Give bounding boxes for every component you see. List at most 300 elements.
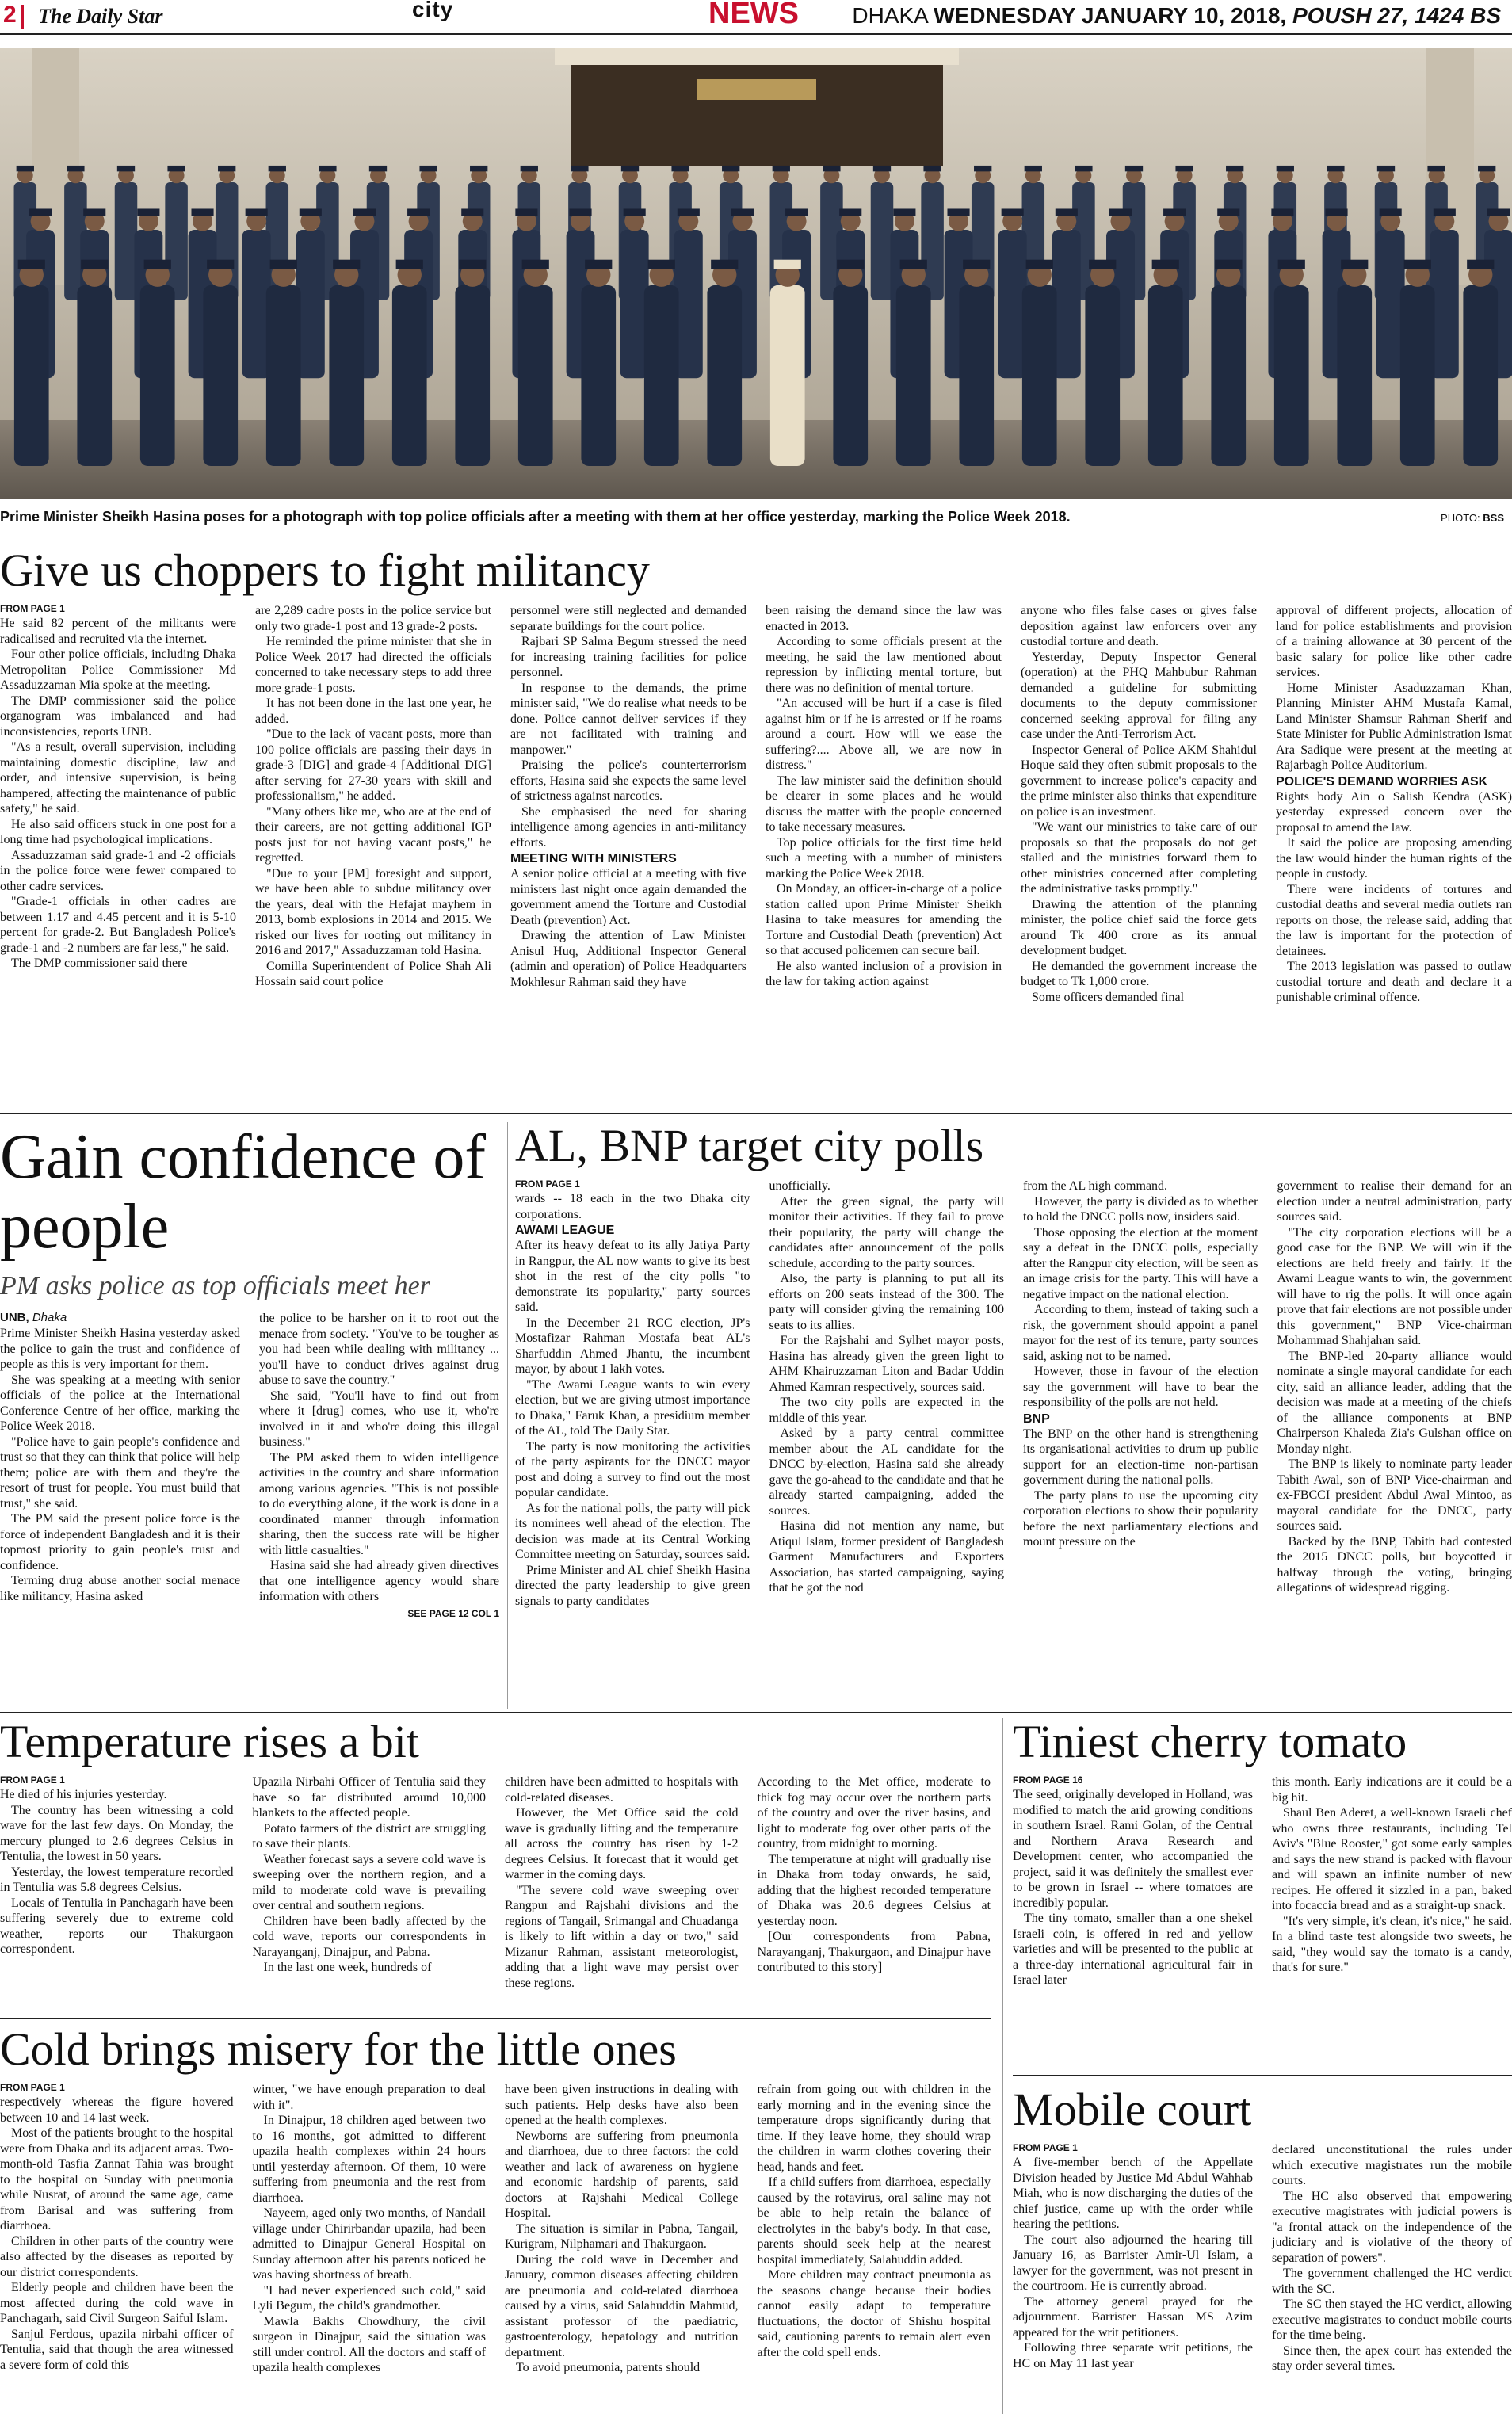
article-cherry-tomato	[1013, 1718, 1512, 2075]
article-column	[505, 2082, 739, 2376]
photo-credit	[1441, 512, 1504, 524]
jump-label: FROM PAGE 1	[0, 603, 65, 615]
photo-person-cap	[1377, 166, 1395, 171]
paragraph: "The Awami League wants to win every election, but we are giving utmost importance to Dhaka," Faruk Khan, a presidium member of the AL, told The Daily Star.	[515, 1377, 750, 1438]
paragraph: Some officers demanded final	[1032, 990, 1185, 1004]
article-column	[515, 1178, 750, 1609]
paragraph: He demanded the government increase the budget to Tk 1,000 crore.	[1021, 959, 1257, 989]
photo-person-cap	[839, 208, 861, 216]
article-headline: Temperature rises a bit	[0, 1716, 419, 1767]
paragraph: The court also adjourned the hearing till January 16, as Barrister Amir-Ul Islam, a lawyer for the government, was not present in the courtroom. He is currently abroad.	[1013, 2233, 1253, 2294]
photo-person-body	[1337, 285, 1372, 466]
paragraph: Praising the police's counterterrorism efforts, Hasina said she expects the same level of strictness against narcotics.	[510, 758, 746, 804]
photo-person-cap	[1226, 166, 1243, 171]
paragraph: Sanjul Ferdous, upazila nirbahi officer of Tentulia, said that though the area witnessed a severe form of cold this	[0, 2327, 234, 2372]
photo-person-cap	[621, 166, 639, 171]
paragraph: For the Rajshahi and Sylhet mayor posts, Hasina has already given the green light to AHM Khairuzzaman Liton and Badar Uddin Ahmed Kamran respectively, sources said.	[769, 1334, 1004, 1394]
byline	[0, 1311, 240, 1324]
photo-person-cap	[407, 208, 430, 216]
paragraph: The party plans to use the upcoming city corporation elections to show their popularity before the next parliamentary elections and mount pressure on the	[1023, 1488, 1258, 1549]
paragraph: children have been admitted to hospitals with cold-related diseases.	[505, 1775, 739, 1805]
subhead: POLICE'S DEMAND WORRIES ASK	[1276, 774, 1488, 789]
photo-person-cap	[29, 208, 52, 216]
paragraph: After its heavy defeat to its ally Jatiya Party in Rangpur, the AL now wants to give its best shot in the rest of the city polls "to demonstrate its popularity," party sources said.	[515, 1239, 750, 1315]
paragraph: Four other police officials, including Dhaka Metropolitan Police Commissioner Md Assaduzzaman Mia spoke at the meeting.	[0, 647, 236, 693]
photo-person-cap	[353, 208, 376, 216]
photo-person-cap	[270, 260, 297, 269]
paragraph: The PM said the present police force is the force of independent Bangladesh and it is their topmost priority to gain people's trust and confidence.	[0, 1512, 240, 1572]
paragraph: It has not been done in the last one year, he added.	[255, 697, 491, 726]
paragraph: She was speaking at a meeting with senior officials of the police at the International Conference Centre of her office, marking the Police Week 2018.	[0, 1373, 240, 1433]
masthead-divider	[21, 5, 24, 29]
paragraph: He also wanted inclusion of a provision in the law for taking action against	[766, 959, 1002, 989]
photo-person-cap	[974, 166, 991, 171]
photo-person-body	[165, 182, 188, 300]
article-body	[0, 603, 1512, 1006]
paragraph: Following three separate writ petitions, the HC on May 11 last year	[1013, 2341, 1253, 2370]
article-body	[0, 2082, 991, 2376]
photo-person-cap	[1026, 260, 1053, 269]
article-column	[1023, 1178, 1258, 1609]
date-bs: POUSH 27, 1424 BS	[1292, 3, 1501, 28]
photo-person-cap	[585, 260, 612, 269]
paragraph: She said, "You'll have to find out from where it [drug] comes, who use it, who're involved in it and who're doing this illegal business."	[259, 1388, 499, 1449]
article-column	[766, 603, 1002, 1006]
photo-person-body	[921, 182, 944, 300]
jump-label: FROM PAGE 1	[1013, 2142, 1078, 2154]
paragraph: Drawing the attention of the planning minister, the police chief said the force gets around Tk 400 crore as its annual development budget.	[1021, 897, 1257, 958]
paragraph: To avoid pneumonia, parents should	[516, 2361, 701, 2375]
article-city-polls	[515, 1122, 1512, 1709]
photo-person-cap	[1089, 260, 1116, 269]
paragraph: "The city corporation elections will be a good case for the BNP. We will win if the elections are held freely and fairly. If the Awami League wants to win, the government will have to rig the polls. It will once again prove that fair elections are not possible under this government," BNP Vice-chairman Mohammad Shahjahan said.	[1277, 1225, 1512, 1348]
photo-person-body	[140, 285, 175, 466]
photo-person-cap	[369, 166, 387, 171]
article-mobile-court	[1013, 2086, 1512, 2414]
article-cold-misery	[0, 2023, 991, 2414]
photo-person-cap	[81, 260, 108, 269]
paragraph: Shaul Ben Aderet, a well-known Israeli chef who owns three restaurants, including Tel Aviv's "Blue Rooster," got some early samples and says the new strand is packed with flavour and will spawn an infinite number of new recipes. He offered it sizzled in a pan, baked into focaccia bread and as a straight-up snack.	[1272, 1806, 1512, 1913]
photo-person-body	[1085, 285, 1120, 466]
paragraph: Also, the party is planning to put all its efforts on 200 seats instead of the 300. The party will consider giving the remaining 100 seats to its allies.	[769, 1272, 1004, 1332]
paragraph: Rajbari SP Salma Begum stressed the need for increasing training facilities for police personnel.	[510, 635, 746, 680]
photo-person-cap	[648, 260, 675, 269]
photo-person-cap	[1125, 166, 1143, 171]
paragraph: He reminded the prime minister that she in Police Week 2017 had directed the officials concerned to take necessary steps to add three more grade-1 posts.	[255, 635, 491, 695]
photo-person-cap	[191, 208, 213, 216]
paragraph: He said 82 percent of the militants were radicalised and recruited via the internet.	[0, 617, 236, 646]
article-confidence	[0, 1122, 499, 1709]
paragraph: However, the party is divided as to whether to hold the DNCC polls now, insiders said.	[1023, 1194, 1258, 1224]
photo-person-body	[833, 285, 868, 466]
paragraph: Locals of Tentulia in Panchagarh have been suffering severely due to extreme cold weather, reports our Thakurgaon correspondent.	[0, 1896, 234, 1957]
paragraph: Yesterday, the lowest temperature recorded in Tentulia was 5.8 degrees Celsius.	[0, 1865, 234, 1895]
photo-person-body	[581, 285, 616, 466]
photo-person-body	[518, 285, 553, 466]
photo-person-cap	[1163, 208, 1186, 216]
photo-person-cap	[1075, 166, 1092, 171]
article-deck: PM asks police as top officials meet her	[0, 1271, 430, 1301]
paragraph: The DMP commissioner said the police organogram was imbalanced and had inconsistencies, reports UNB.	[0, 693, 236, 739]
paragraph: The tiny tomato, smaller than a one shekel Israeli coin, is offered in red and yellow varieties and will be presented to the public at a three-day international agricultural fair in Israel later	[1013, 1912, 1253, 1988]
photo-person-cap	[722, 166, 739, 171]
paragraph: In Dinajpur, 18 children aged between two to 16 months, got admitted to different upazila health complexes within 24 hours until yesterday afternoon. Of them, 10 were suffering from pneumonia and the rest from diarrhoea.	[252, 2114, 486, 2205]
photo-person-cap	[571, 166, 588, 171]
jump-label: FROM PAGE 1	[0, 1774, 65, 1786]
photo-person-cap	[1277, 166, 1294, 171]
photo-person-cap	[923, 166, 941, 171]
paragraph: The attorney general prayed for the adjournment. Barrister Hassan MS Azim appeared for the writ petitioners.	[1013, 2294, 1253, 2340]
photo-person-cap	[1215, 260, 1242, 269]
photo-person-body	[266, 285, 301, 466]
paragraph: Children have been badly affected by the cold wave, reports our correspondents in Narayanganj, Dinajpur, and Pabna.	[252, 1914, 486, 1959]
paragraph: The 2013 legislation was passed to outlaw custodial torture and death and declare it a punishable criminal offence.	[1276, 960, 1512, 1005]
paragraph: Terming drug abuse another social menace like militancy, Hasina asked	[0, 1574, 240, 1603]
photo-person-body	[896, 285, 931, 466]
article-column	[1277, 1178, 1512, 1609]
photo-person-cap	[521, 166, 538, 171]
photo-person-cap	[1434, 208, 1456, 216]
photo-person-cap	[1175, 166, 1193, 171]
paragraph: personnel were still neglected and demanded separate buildings for the court police.	[510, 604, 746, 633]
photo-person-body	[392, 285, 427, 466]
section-divider	[0, 2018, 991, 2019]
article-headline: Cold brings misery for the little ones	[0, 2023, 677, 2075]
article-headline: Tiniest cherry tomato	[1013, 1716, 1407, 1767]
article-choppers	[0, 544, 1512, 1094]
photo-person-body	[707, 285, 742, 466]
photo-person-cap	[419, 166, 437, 171]
article-column	[758, 2082, 991, 2376]
byline-org: UNB,	[0, 1311, 29, 1324]
paragraph: Children in other parts of the country were also affected by the diseases as reported by our district correspondents.	[0, 2234, 234, 2279]
article-column	[253, 2082, 487, 2376]
paragraph: The situation is similar in Pabna, Tangail, Kurigram, Nilphamari and Thakurgaon.	[505, 2221, 739, 2252]
paragraph: According to some officials present at the meeting, he said the law mentioned about repression by inflicting mental torture, but there was no definition of mental torture.	[766, 635, 1002, 695]
paragraph: The SC then stayed the HC verdict, allowing executive magistrates to conduct mobile courts for the time being.	[1272, 2298, 1512, 2343]
photo-person-cap	[333, 260, 360, 269]
jump-label: FROM PAGE 1	[515, 1178, 580, 1190]
paragraph: "We want our ministries to take care of our proposals so that the proposals do not get stalled and the ministries forward them to other ministries concerned after completing the administrative tasks promptly."	[1021, 820, 1257, 896]
photo-person-cap	[711, 260, 738, 269]
paragraph: The PM asked them to widen intelligence activities in the country and share information among various agencies. "This is not possible to do everything alone, if the work is done in a coordinated manner through information sharing, then the success rate will be higher with little casualties."	[259, 1450, 499, 1557]
photo-person-cap	[773, 166, 790, 171]
photo-person-cap	[1152, 260, 1179, 269]
photo-person-cap	[893, 208, 915, 216]
paragraph: As for the national polls, the party will pick its nominees well ahead of the election. The decision was made at its Central Working Committee meeting on Saturday, sources said.	[515, 1501, 750, 1562]
photo-person-body	[203, 285, 238, 466]
paragraph: The BNP-led 20-party alliance would nominate a single mayoral candidate for each city, said an alliance leader, adding that the decision was made at a meeting of the chiefs of the alliance components at BNP Chairperson Khaleda Zia's Gulshan office on Monday night.	[1277, 1349, 1512, 1456]
paragraph: The country has been witnessing a cold wave for the last few days. On Monday, the mercury plunged to 2.6 degrees Celsius in Tentulia, the lowest in 50 years.	[0, 1803, 234, 1864]
paragraph: Weather forecast says a severe cold wave is sweeping over the northern region, and a mild to moderate cold wave is prevailing over central and southern regions.	[252, 1852, 486, 1913]
photo-person-body	[1400, 285, 1435, 466]
paragraph: Home Minister Asaduzzaman Khan, Planning Minister AHM Mustafa Kamal, Land Minister Shamsur Rahman Sherif and State Minister for Public Administration Ismat Ara Sadique were present at the meeting at Rajarbagh Police Auditorium.	[1276, 681, 1512, 773]
article-column	[253, 1774, 487, 1991]
photo-person-cap	[1380, 208, 1402, 216]
article-column	[1021, 603, 1257, 1006]
photo-person-cap	[461, 208, 483, 216]
paragraph: Inspector General of Police AKM Shahidul Hoque said they often submit proposals to the government to increase police's capacity and the prime minister also thinks that expenditure on police is an investment.	[1021, 743, 1257, 819]
date-city: DHAKA	[852, 3, 928, 28]
photo-person-body	[959, 285, 994, 466]
photo-person-body	[770, 285, 805, 466]
article-column	[1013, 1774, 1253, 1988]
paragraph: In response to the demands, the prime minister said, "We do realise what needs to be done. Police cannot deliver services if they are not facilitated with training and manpower."	[510, 681, 746, 757]
paragraph: More children may contract pneumonia as the seasons change because their bodies cannot easily adapt to temperature fluctuations, the doctor of Shishu hospital said, cautioning parents to remain alert even after the cold spell ends.	[757, 2268, 991, 2359]
photo-credit-label: PHOTO:	[1441, 512, 1480, 524]
photo-person-cap	[1278, 260, 1305, 269]
photo-caption-text: Prime Minister Sheikh Hasina poses for a photograph with top police officials after a meeting with them at her office yesterday, marking the Police Week 2018.	[0, 509, 1071, 525]
jump-label: FROM PAGE 1	[0, 2082, 65, 2094]
article-headline: Mobile court	[1013, 2084, 1252, 2135]
photo-person-cap	[1467, 260, 1494, 269]
photo-door-frame	[555, 48, 959, 65]
subhead: AWAMI LEAGUE	[515, 1224, 615, 1238]
photo-person-cap	[900, 260, 927, 269]
photo-person-cap	[671, 166, 689, 171]
continued-label: SEE PAGE 12 COL 1	[407, 1607, 499, 1619]
photo-person-cap	[1325, 208, 1347, 216]
photo-person-cap	[678, 208, 700, 216]
photo-person-cap	[319, 166, 336, 171]
article-column	[0, 2082, 234, 2376]
masthead	[0, 0, 1512, 35]
paragraph: "An accused will be hurt if a case is filed against him or if he is arrested or if he roams around a court. How will we ease the suffering?.... Above all, we are now in distress."	[766, 697, 1002, 773]
lead-photo	[0, 48, 1512, 499]
article-column	[1276, 603, 1512, 1006]
photo-person-cap	[83, 208, 105, 216]
photo-person-cap	[774, 260, 801, 269]
paragraph: However, the Met Office said the cold wave is gradually lifting and the temperature all across the country has risen by 1-2 degrees Celsius. It forecast that it would get warmer in the coming days.	[505, 1806, 739, 1882]
photo-person-cap	[269, 166, 286, 171]
paragraph: [Our correspondents from Pabna, Narayanganj, Thakurgaon, and Dinajpur have contributed to this story]	[757, 1930, 991, 1975]
paragraph: The DMP commissioner said there	[11, 957, 188, 971]
paragraph: "I had never experienced such cold," said Lyli Begum, the child's grandmother.	[252, 2283, 486, 2313]
photo-person-cap	[823, 166, 840, 171]
paragraph: According to the Met office, moderate to thick fog may occur over the northern parts of the country and over the river basins, and light to moderate fog over other parts of the country, from midnight to morning.	[757, 1775, 991, 1851]
photo-person-cap	[947, 208, 969, 216]
section-divider	[0, 1113, 1512, 1114]
paragraph: The BNP on the other hand is strengthening its organisational activities to drum up public support for an election-time non-partisan government during the national polls.	[1023, 1427, 1258, 1488]
photo-person-cap	[117, 166, 135, 171]
paragraph: Potato farmers of the district are struggling to save their plants.	[252, 1821, 486, 1851]
paragraph: Nayeem, aged only two months, of Nandail village under Chirirbandar upazila, had been admitted to Dinajpur General Hospital on Sunday afternoon after his parents noticed he was having shortness of breath.	[252, 2206, 486, 2282]
photo-person-cap	[300, 208, 322, 216]
photo-person-body	[1148, 285, 1183, 466]
paragraph: Since then, the apex court has extended the stay order several times.	[1272, 2343, 1512, 2374]
paragraph: Top police officials for the first time held such a meeting with a number of ministers marking the Police Week 2018.	[766, 835, 1002, 880]
photo-person-cap	[218, 166, 235, 171]
article-column	[505, 1774, 739, 1991]
paragraph: wards -- 18 each in the two Dhaka city corporations.	[515, 1192, 750, 1221]
section-divider	[0, 1712, 1512, 1713]
paragraph: Comilla Superintendent of Police Shah Ali Hossain said court police	[255, 959, 491, 989]
paragraph: Prime Minister Sheikh Hasina yesterday asked the police to gain the trust and confidence of people as this is very important for them.	[0, 1327, 240, 1371]
article-column	[1272, 2142, 1512, 2374]
article-column	[510, 603, 746, 1006]
paragraph: "Due to the lack of vacant posts, more than 100 police officials are passing their days in grade-3 [DIG] and grade-4 [Additional DIG] after serving for 27-30 years with skill and professionalism," he added.	[255, 728, 491, 804]
article-column	[769, 1178, 1005, 1609]
paragraph: The temperature at night will gradually rise in Dhaka from today onwards, he said, adding that the highest recorded temperature of Dhaka was 20.6 degrees Celsius at yesterday noon.	[757, 1852, 991, 1928]
photo-doorway	[571, 48, 943, 166]
section-label-city: city	[412, 0, 454, 21]
section-label-news: NEWS	[708, 0, 799, 30]
photo-person-cap	[515, 208, 537, 216]
section-divider	[1013, 2075, 1512, 2076]
photo-person-cap	[470, 166, 487, 171]
photo-person-cap	[1478, 166, 1495, 171]
paragraph: Assaduzzaman said grade-1 and -2 officials in the police force were fewer compared to other cadre services.	[0, 848, 236, 893]
paragraph: respectively whereas the figure hovered between 10 and 14 last week.	[0, 2095, 234, 2125]
photo-credit-source: BSS	[1483, 512, 1504, 524]
paragraph: "As a result, overall supervision, including maintaining domestic discipline, law and order, and intensive supervision, is being hampered, affecting the maintenance of public safety," he said.	[0, 740, 236, 816]
article-body	[1013, 2142, 1512, 2374]
article-column	[1272, 1774, 1512, 1988]
paper-name: The Daily Star	[38, 5, 163, 28]
article-headline: Give us choppers to fight militancy	[0, 544, 650, 596]
photo-person-cap	[873, 166, 891, 171]
article-headline: AL, BNP target city polls	[515, 1120, 984, 1171]
paragraph: "It's very simple, it's clean, it's nice," he said. In a blind taste test alongside two sweets, he said, "they would say the tomato is a candy, that's for sure."	[1272, 1914, 1512, 1975]
photo-person-body	[77, 285, 112, 466]
article-body	[0, 1774, 991, 1991]
paragraph: According to them, instead of taking such a risk, the government should appoint a panel mayor for the rest of its tenure, party sources said, asking not to be named.	[1023, 1303, 1258, 1363]
photo-person-body	[1022, 285, 1057, 466]
paragraph: Drawing the attention of Law Minister Anisul Huq, Additional Inspector General (admin and operation) of Police Headquarters Mokhlesur Rahman said they have	[510, 929, 746, 989]
paragraph: After the green signal, the party will monitor their activities. If they fail to prove their popularity, the party will change the candidates after announcement of the polls schedule, according to the party sources.	[769, 1194, 1004, 1270]
photo-person-cap	[522, 260, 549, 269]
photo-person-cap	[17, 166, 34, 171]
paragraph: this month. Early indications are it could be a big hit.	[1272, 1775, 1512, 1805]
paragraph: He died of his injuries yesterday.	[0, 1788, 167, 1802]
paragraph: Backed by the BNP, Tabith had contested the 2015 DNCC polls, but boycotted it halfway through the voting, bringing allegations of widespread rigging.	[1277, 1534, 1512, 1595]
paragraph: Those opposing the election at the moment say a defeat in the DNCC polls, especially after the Rangpur city election, will be seen as an image crisis for the party. This will have a negative impact on the national election.	[1023, 1225, 1258, 1301]
paragraph: from the AL high command.	[1023, 1179, 1168, 1194]
photo-person-body	[455, 285, 490, 466]
article-column	[255, 603, 491, 1006]
paragraph: "Many others like me, who are at the end of their careers, are not getting additional IGP posts just for not having vacant posts," he regretted.	[255, 804, 491, 865]
photo-person-cap	[1271, 208, 1293, 216]
paragraph: Elderly people and children have been the most affected during the cold wave in Panchagarh, said Civil Surgeon Saiful Islam.	[0, 2281, 234, 2326]
photo-person-cap	[1025, 166, 1042, 171]
photo-person-cap	[1217, 208, 1239, 216]
issue-date	[852, 3, 1501, 29]
paragraph: A senior police official at a meeting with five ministers last night once again demanded the government amend the Torture and Custodial Death (prevention) Act.	[510, 867, 746, 927]
byline-place: Dhaka	[32, 1311, 67, 1324]
paragraph: The government challenged the HC verdict with the SC.	[1272, 2267, 1512, 2296]
photo-person-cap	[624, 208, 646, 216]
column-divider	[1002, 1718, 1003, 2414]
photo-person-cap	[1341, 260, 1368, 269]
photo-person-body	[644, 285, 679, 466]
paragraph: approval of different projects, allocation of land for police establishments and provision of a training allowance at 30 percent of the basic salary for police like other cadre services.	[1276, 604, 1512, 680]
photo-person-cap	[1002, 208, 1024, 216]
paragraph: declared unconstitutional the rules under which executive magistrates run the mobile courts.	[1272, 2143, 1512, 2188]
photo-person-cap	[137, 208, 159, 216]
photo-person-cap	[167, 166, 185, 171]
article-column	[259, 1311, 499, 1619]
subhead: BNP	[1023, 1411, 1050, 1426]
column-divider	[507, 1122, 508, 1709]
article-column	[758, 1774, 991, 1991]
paragraph: The BNP is likely to nominate party leader Tabith Awal, son of BNP Vice-chairman and ex-FBCCI president Abdul Awal Mintoo, as mayoral candidate for the DNCC, party sources said.	[1277, 1457, 1512, 1534]
paragraph: "Police have to gain people's confidence and trust so that they can think that police will help them; police are with them and they're the resort of trust for people. You must build that trust," she said.	[0, 1434, 240, 1511]
photo-person-cap	[785, 208, 808, 216]
paragraph: He also said officers stuck in one post for a long time had psychological implications.	[0, 817, 236, 847]
article-column	[0, 1311, 240, 1619]
paragraph: Yesterday, Deputy Inspector General (operation) at the PHQ Mahbubur Rahman demanded a guideline for submitting documents to the deputy commissioner concerned seeking approval for filing any case under the Anti-Terrorism Act.	[1021, 650, 1257, 742]
photo-person-body	[1274, 285, 1309, 466]
paragraph: Rights body Ain o Salish Kendra (ASK) yesterday expressed concern over the proposal to amend the law.	[1276, 789, 1512, 835]
paragraph: "Grade-1 officials in other cadres are between 1.17 and 4.45 percent and it is 5-10 percent for grade-2. But Bangladesh Police's grade-1 and -2 numbers are far less," he said.	[0, 895, 236, 955]
article-column	[0, 1774, 234, 1991]
article-column	[0, 603, 236, 1006]
article-temperature	[0, 1718, 991, 2019]
paragraph: She emphasised the need for sharing intelligence among agencies in anti-militancy efforts.	[510, 804, 746, 850]
photo-person-cap	[1427, 166, 1445, 171]
article-headline: Gain confidence of people	[0, 1122, 487, 1262]
photo-calligraphy	[697, 79, 816, 100]
paragraph: Newborns are suffering from pneumonia and diarrhoea, due to three factors: the cold weather and lack of awareness on hygiene and economic hardship of parents, said doctors at Rajshahi Medical College Hospital.	[505, 2129, 739, 2221]
article-body	[1013, 1774, 1512, 1988]
photo-person-cap	[963, 260, 990, 269]
photo-caption	[0, 509, 1512, 533]
paragraph: Mawla Bakhs Chowdhury, the civil surgeon in Dinajpur, said the situation was still under control. All the doctors and staff of upazila health complexes	[252, 2314, 486, 2375]
photo-person-cap	[1056, 208, 1078, 216]
paragraph: Hasina did not mention any name, but Atiqul Islam, former president of Bangladesh Garment Manufacturers and Exporters Association, has started campaigning, saying that he got the nod	[769, 1519, 1004, 1595]
photo-person-body	[871, 182, 894, 300]
photo-person-cap	[1327, 166, 1344, 171]
paragraph: The law minister said the definition should be clearer in some places and he would discuss the matter with the people concerned to take necessary measures.	[766, 773, 1002, 835]
paragraph: been raising the demand since the law was enacted in 2013.	[766, 604, 1002, 633]
paragraph: have been given instructions in dealing with such patients. Help desks have also been opened at the health complexes.	[505, 2083, 739, 2128]
paragraph: "The severe cold wave sweeping over Rangpur and Rajshahi divisions and the regions of Tangail, Srimangal and Chuadanga is likely to lift within a day or two," said Mizanur Rahman, assistant meteorologist, adding that a light wave may persist over these regions.	[505, 1883, 739, 1990]
subhead: MEETING WITH MINISTERS	[510, 852, 677, 866]
paragraph: The two city polls are expected in the middle of this year.	[769, 1396, 1004, 1425]
photo-person-cap	[396, 260, 423, 269]
paragraph: A five-member bench of the Appellate Division headed by Justice Md Abdul Wahhab Miah, who is now discharging the duties of the chief justice, came up with the order while hearing the petitions.	[1013, 2156, 1253, 2232]
paragraph: In the last one week, hundreds of	[263, 1961, 432, 1975]
photo-person-body	[329, 285, 364, 466]
photo-person-cap	[459, 260, 486, 269]
jump-label: FROM PAGE 16	[1013, 1774, 1083, 1786]
paragraph: If a child suffers from diarrhoea, especially caused by the rotavirus, oral saline may not be able to help retain the balance of electrolytes in the baby's body. In that case, parents should seek help at the nearest hospital immediately, Salahuddin added.	[757, 2175, 991, 2267]
photo-person-cap	[18, 260, 45, 269]
paragraph: Most of the patients brought to the hospital were from Dhaka and its adjacent areas. Two-month-old Tasfia Zannat Tahia was brought to the hospital on Sunday with pneumonia while Nusrat, of around the same age, came from Barisal and was suffering from diarrhoea.	[0, 2126, 234, 2233]
photo-person-cap	[246, 208, 268, 216]
photo-person-cap	[1487, 208, 1510, 216]
paragraph: "Due to your [PM] foresight and support, we have been able to subdue militancy over the years, deal with the Hefajat mayhem in 2013, bomb explosions in 2014 and 2015. We risked our lives for rooting out militancy in 2016 and 2017," Assaduzzaman told Hasina.	[255, 866, 491, 958]
photo-person-cap	[837, 260, 864, 269]
paragraph: However, those in favour of the election say the government will have to bear the responsibility of the polls are not held.	[1023, 1365, 1258, 1410]
paragraph: unofficially.	[769, 1179, 830, 1194]
photo-person-cap	[1404, 260, 1431, 269]
photo-person-cap	[1109, 208, 1132, 216]
paragraph: On Monday, an officer-in-charge of a police station called upon Prime Minister Sheikh Hasina to take measures for amending the Torture and Custodial Death (prevention) Act so that accused policemen can secure bail.	[766, 882, 1002, 958]
paragraph: In the December 21 RCC election, JP's Mostafizar Rahman Mostafa beat AL's Sharfuddin Ahmed Jhantu, the incumbent mayor, by about 1 lakh votes.	[515, 1316, 750, 1377]
photo-person-body	[1211, 285, 1246, 466]
photo-person-cap	[731, 208, 754, 216]
photo-person-cap	[207, 260, 234, 269]
paragraph: The seed, originally developed in Holland, was modified to match the arid growing conditions in southern Israel. Rami Golan, of the Central and Northern Arava Research and Development center, who accompanied the project, said it was definitely the smallest ever to be grown in Israel -- where tomatoes are incredibly popular.	[1013, 1788, 1253, 1910]
photo-person-cap	[144, 260, 171, 269]
paragraph: refrain from going out with children in the early morning and in the evening since the temperature drops significantly during that time. If they leave home, they should wrap the children in warm clothes covering their head, hands and feet.	[757, 2083, 991, 2174]
article-column	[1013, 2142, 1253, 2374]
photo-person-cap	[67, 166, 84, 171]
paragraph: anyone who files false cases or gives false deposition against law enforcers over any custodial torture and death.	[1021, 604, 1257, 649]
paragraph: Asked by a party central committee member about the AL candidate for the DNCC by-election, Hasina said she already gave the go-ahead to the candidate and that he already started campaigning, added the sources.	[769, 1427, 1004, 1518]
paragraph: The HC also observed that empowering executive magistrates with judicial powers is "a frontal attack on the independence of the judiciary and is violative of the theory of separation of powers".	[1272, 2189, 1512, 2265]
